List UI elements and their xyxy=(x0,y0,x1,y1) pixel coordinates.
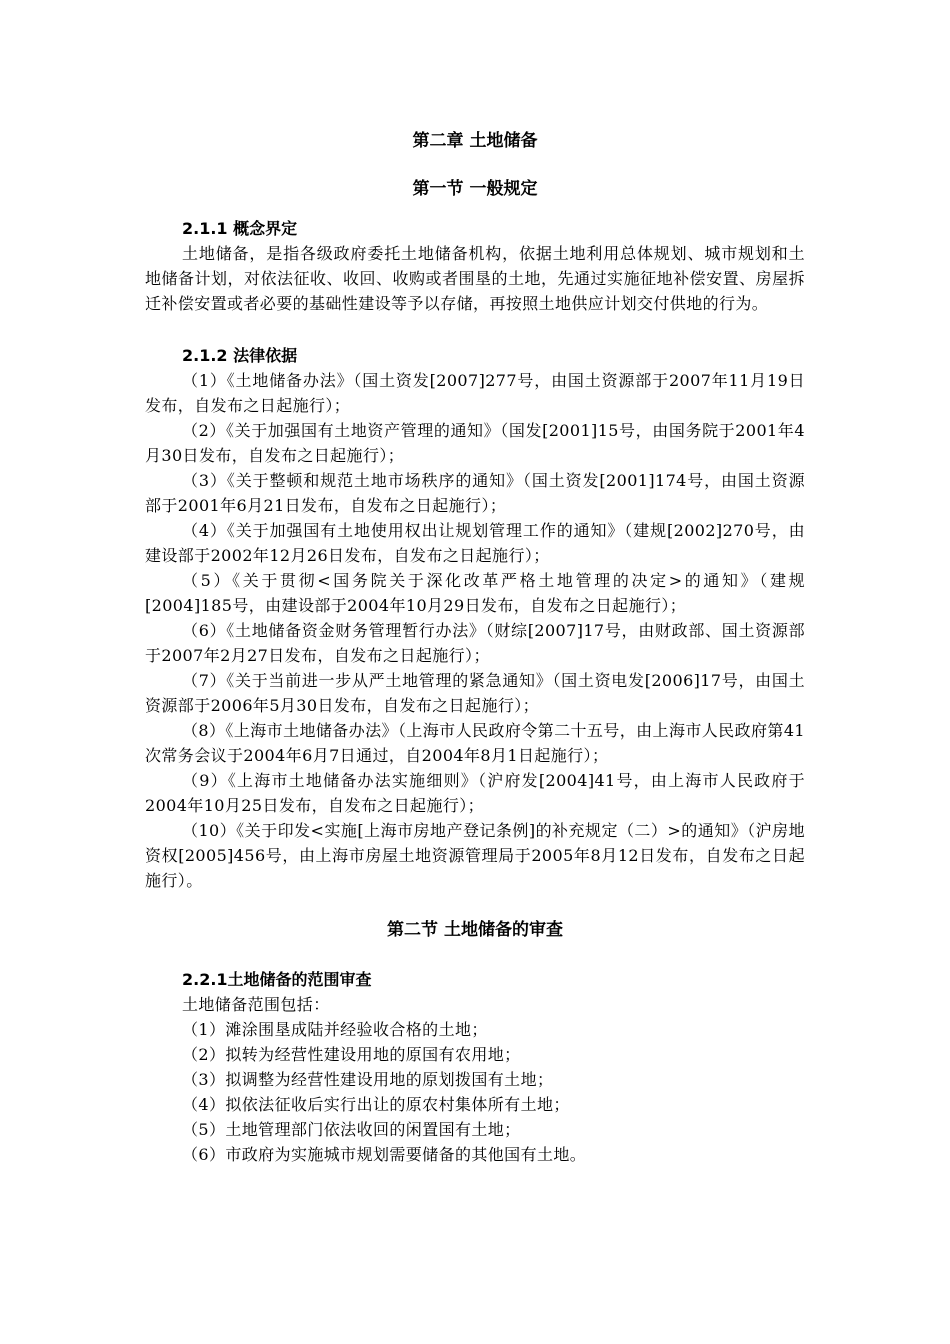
chapter-title: 第二章 土地储备 xyxy=(412,131,538,151)
document-body xyxy=(145,122,805,1167)
section-title-1: 第一节 一般规定 xyxy=(412,179,538,199)
section-title-2: 第二节 土地储备的审查 xyxy=(387,920,563,940)
definition-paragraph: 土地储备，是指各级政府委托土地储备机构，依据土地利用总体规划、城市规划和土地储备计划，对依法征收、收回、收购或者围垦的土地，先通过实施征地补偿安置、房屋拆迁补偿安置或者必要的基础性建设等予以存储，再按照土地供应计划交付供地的行为。 xyxy=(145,244,805,313)
legal-basis-item: （6）《土地储备资金财务管理暂行办法》（财综[2007]17号，由财政部、国土资源部于2007年2月27日发布，自发布之日起施行）； xyxy=(145,621,805,665)
legal-basis-item: （4）《关于加强国有土地使用权出让规划管理工作的通知》（建规[2002]270号，由建设部于2002年12月26日发布，自发布之日起施行）； xyxy=(145,521,805,565)
scope-item: （5）土地管理部门依法收回的闲置国有土地； xyxy=(182,1120,521,1139)
scope-item: （2）拟转为经营性建设用地的原国有农用地； xyxy=(182,1045,521,1064)
subsection-heading-2-1-1: 2.1.1 概念界定 xyxy=(182,219,298,238)
legal-basis-item: （9）《上海市土地储备办法实施细则》（沪府发[2004]41号，由上海市人民政府于2004年10月25日发布，自发布之日起施行）； xyxy=(145,771,805,815)
subsection-heading-2-1-2: 2.1.2 法律依据 xyxy=(182,346,298,365)
legal-basis-item: （8）《上海市土地储备办法》（上海市人民政府令第二十五号，由上海市人民政府第41次常务会议于2004年6月7日通过，自2004年8月1日起施行）； xyxy=(145,721,805,765)
scope-item: （4）拟依法征收后实行出让的原农村集体所有土地； xyxy=(182,1095,570,1114)
legal-basis-item: （5）《关于贯彻<国务院关于深化改革严格土地管理的决定>的通知》（建规[2004]185号，由建设部于2004年10月29日发布，自发布之日起施行）； xyxy=(145,571,805,615)
scope-item: （1）滩涂围垦成陆并经验收合格的土地； xyxy=(182,1020,488,1039)
legal-basis-item: （1）《土地储备办法》（国土资发[2007]277号，由国土资源部于2007年11月19日发布，自发布之日起施行）； xyxy=(145,371,805,415)
legal-basis-item: （2）《关于加强国有土地资产管理的通知》（国发[2001]15号，由国务院于2001年4月30日发布，自发布之日起施行）； xyxy=(145,421,805,465)
legal-basis-item: （10）《关于印发<实施[上海市房地产登记条例]的补充规定（二）>的通知》（沪房地资权[2005]456号，由上海市房屋土地资源管理局于2005年8月12日发布，自发布之日起施行）。 xyxy=(145,821,805,890)
legal-basis-item: （7）《关于当前进一步从严土地管理的紧急通知》（国土资电发[2006]17号，由国土资源部于2006年5月30日发布，自发布之日起施行）； xyxy=(145,671,805,715)
scope-item: （3）拟调整为经营性建设用地的原划拨国有土地； xyxy=(182,1070,554,1089)
scope-item: （6）市政府为实施城市规划需要储备的其他国有土地。 xyxy=(182,1145,587,1164)
legal-basis-item: （3）《关于整顿和规范土地市场秩序的通知》（国土资发[2001]174号，由国土资源部于2001年6月21日发布，自发布之日起施行）； xyxy=(145,471,805,515)
subsection-heading-2-2-1: 2.2.1土地储备的范围审查 xyxy=(182,970,372,989)
scope-intro: 土地储备范围包括： xyxy=(182,995,330,1014)
